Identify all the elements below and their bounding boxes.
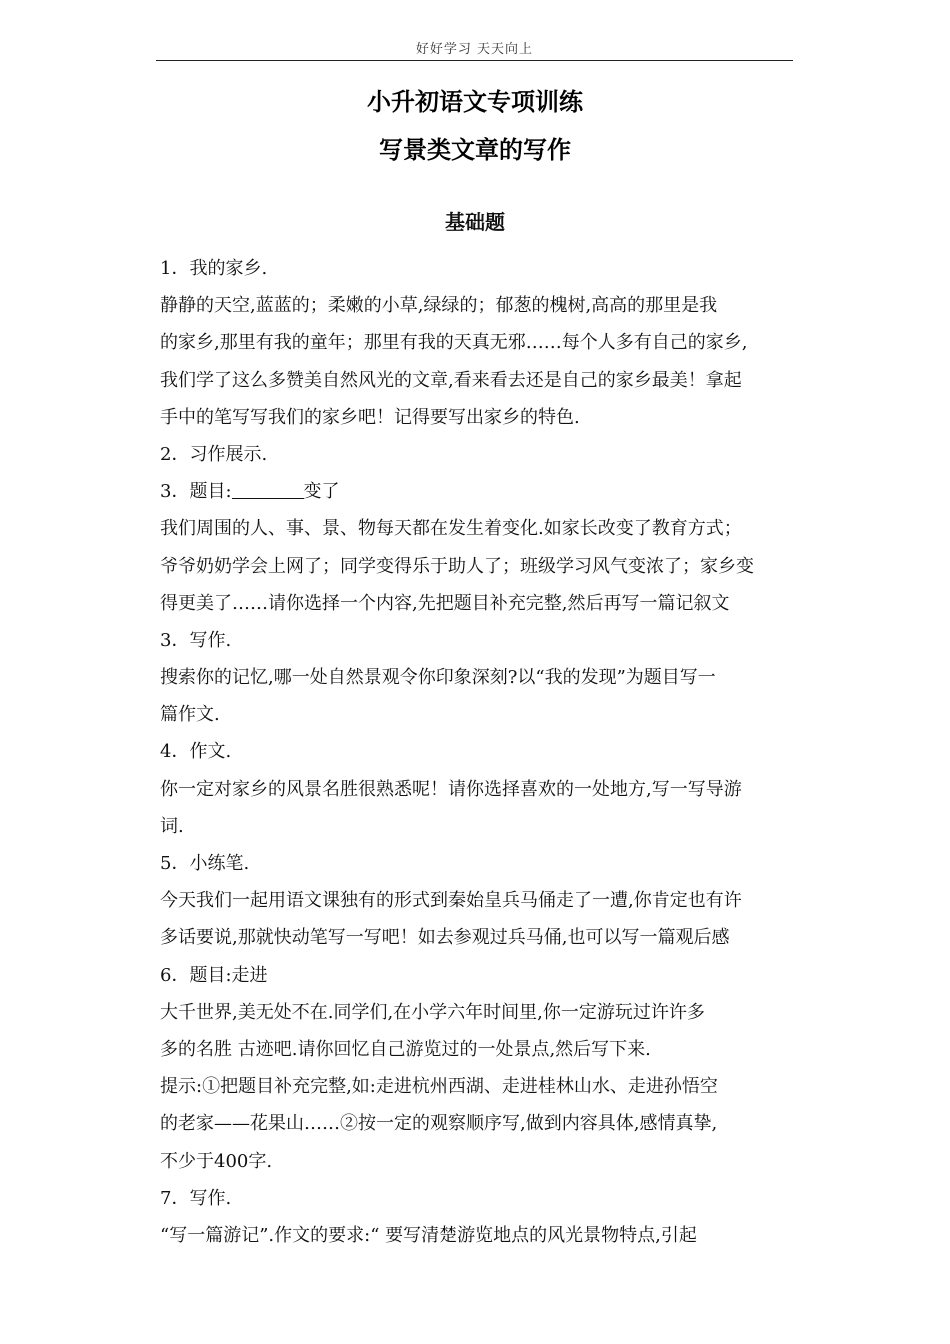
text-line: 大千世界,美无处不在.同学们,在小学六年时间里,你一定游玩过许许多 — [160, 1001, 705, 1023]
text-line: 多的名胜 古迹吧.请你回忆自己游览过的一处景点,然后写下来. — [160, 1038, 651, 1060]
header-rule — [156, 60, 793, 61]
text-line: 1．我的家乡. — [160, 258, 268, 279]
text-line: 静静的天空,蓝蓝的；柔嫩的小草,绿绿的；郁葱的槐树,高高的那里是我 — [160, 295, 718, 317]
text-line: 的家乡,那里有我的童年；那里有我的天真无邪……每个人多有自己的家乡, — [160, 332, 748, 354]
question-3-title-line — [160, 473, 800, 510]
section-heading: 基础题 — [445, 210, 505, 234]
text-line: 3．写作. — [160, 629, 232, 651]
text-line: 你一定对家乡的风景名胜很熟悉呢！请你选择喜欢的一处地方,写一写导游 — [160, 778, 742, 800]
text-line: 今天我们一起用语文课独有的形式到秦始皇兵马俑走了一遭,你肯定也有许 — [160, 890, 742, 912]
text-line: 我们学了这么多赞美自然风光的文章,看来看去还是自己的家乡最美！拿起 — [160, 369, 742, 391]
text-line: 多话要说,那就快动笔写一写吧！如去参观过兵马俑,也可以写一篇观后感 — [160, 927, 730, 949]
text-line: 5．小练笔. — [160, 853, 250, 874]
text-line: 的老家——花果山……②按一定的观察顺序写,做到内容具体,感情真挚, — [160, 1113, 718, 1135]
text-line: 搜索你的记忆,哪一处自然景观令你印象深刻?以“我的发现”为题目写一 — [160, 667, 716, 689]
text-line: 爷爷奶奶学会上网了；同学变得乐于助人了；班级学习风气变浓了；家乡变 — [160, 555, 754, 577]
text-line: 词. — [160, 815, 184, 837]
text-line: 4．作文. — [160, 741, 232, 763]
doc-subtitle: 写景类文章的写作 — [379, 135, 571, 164]
text-fragment: 变了 — [303, 481, 340, 503]
text-line: 6．题目:走进 — [160, 964, 268, 986]
text-line: 我们周围的人、事、景、物每天都在发生着变化.如家长改变了教育方式； — [160, 518, 742, 540]
page-header: 好好学习 天天向上 — [415, 42, 534, 57]
document-body — [160, 250, 800, 1254]
text-line: 提示:①把题目补充完整,如:走进杭州西湖、走进桂林山水、走进孙悟空 — [160, 1076, 718, 1098]
text-line: 2．习作展示. — [160, 443, 268, 465]
text-fragment: 3．题目: — [160, 481, 232, 503]
text-line: 手中的笔写写我们的家乡吧！记得要写出家乡的特色. — [160, 406, 580, 428]
text-line: “写一篇游记”.作文的要求:“ 要写清楚游览地点的风光景物特点,引起 — [160, 1224, 697, 1246]
text-line: 篇作文. — [160, 704, 220, 726]
text-line: 7．写作. — [160, 1187, 232, 1209]
text-line: 不少于400字. — [160, 1150, 273, 1172]
doc-title: 小升初语文专项训练 — [367, 87, 583, 116]
text-line: 得更美了……请你选择一个内容,先把题目补充完整,然后再写一篇记叙文 — [160, 592, 730, 614]
fill-blank — [232, 476, 304, 499]
